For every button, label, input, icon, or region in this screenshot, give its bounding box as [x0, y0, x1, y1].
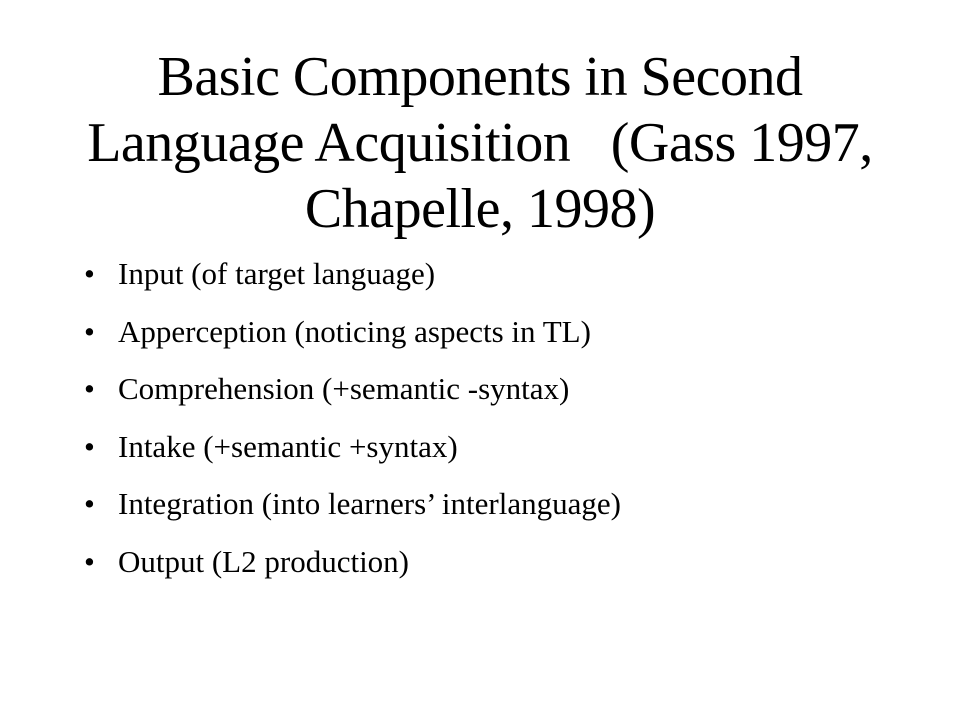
slide-title: Basic Components in Second Language Acquisition (Gass 1997, Chapelle, 1998) — [87, 46, 887, 240]
bullet-text: Output (L2 production) — [118, 543, 410, 579]
list-item — [84, 367, 904, 425]
bullet-icon: • — [84, 486, 95, 521]
bullet-text: Integration (into learners’ interlanguage) — [118, 486, 621, 521]
list-item — [84, 252, 904, 310]
bullet-icon: • — [84, 371, 95, 406]
list-item — [84, 482, 904, 540]
bullet-icon: • — [84, 543, 95, 579]
bullet-list — [84, 252, 904, 597]
bullet-text: Intake (+semantic +syntax) — [118, 428, 458, 464]
bullet-text: Comprehension (+semantic -syntax) — [118, 371, 570, 406]
bullet-text: Input (of target language) — [118, 256, 436, 291]
list-item — [84, 540, 904, 598]
list-item — [84, 425, 904, 483]
bullet-icon: • — [84, 428, 95, 464]
bullet-text: Apperception (noticing aspects in TL) — [118, 313, 591, 349]
list-item — [84, 310, 904, 368]
bullet-icon: • — [84, 256, 95, 291]
bullet-icon: • — [84, 313, 95, 349]
